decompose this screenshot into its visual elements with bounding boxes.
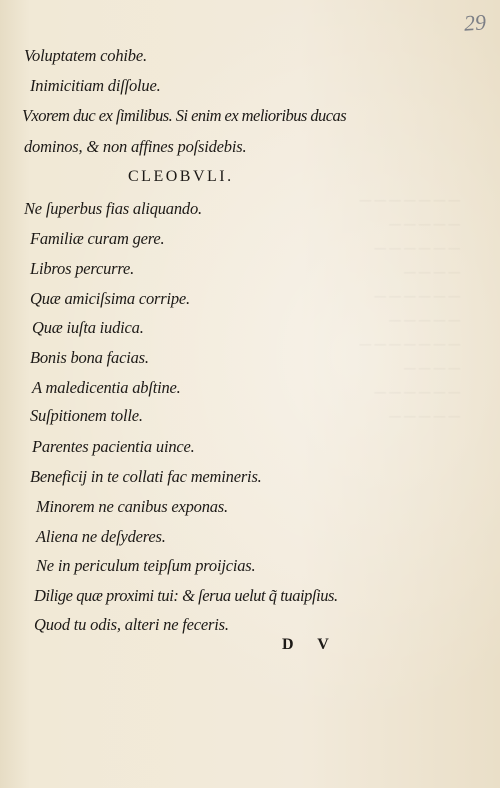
text-line: A maledicentia abſtine. xyxy=(32,378,181,397)
text-line: Beneficij in te collati fac memineris. xyxy=(30,467,262,486)
text-line: Libros percurre. xyxy=(30,259,135,278)
text-line: Suſpitionem tolle. xyxy=(30,406,143,425)
text-line: dominos, & non affines poſsidebis. xyxy=(24,137,247,156)
text-line: Quæ amiciſsima corripe. xyxy=(30,289,190,308)
show-through-text: — — — — — — — — — — — — — — — — — — — — — — — — — — — — — — — — — — — — — — — — — — — — — — — — — — — — — — — xyxy=(359,192,460,423)
text-line: Minorem ne canibus exponas. xyxy=(36,497,228,516)
text-line: Quod tu odis, alteri ne feceris. xyxy=(34,615,229,634)
text-line: Ne in periculum teipſum proijcias. xyxy=(36,556,256,575)
section-heading: CLEOBVLI. xyxy=(128,168,234,185)
text-line: Aliena ne deſyderes. xyxy=(36,527,166,546)
text-line: Dilige quæ proximi tui: & ſerua uelut q̃ tuaipſius. xyxy=(34,586,338,605)
text-line: Inimicitiam diſſolue. xyxy=(30,76,161,95)
text-line: Familiæ curam gere. xyxy=(30,229,165,248)
page-number: 29 xyxy=(463,9,487,36)
catchword: D V xyxy=(282,636,339,653)
text-line: Ne ſuperbus fias aliquando. xyxy=(24,199,202,218)
text-line: Quæ iuſta iudica. xyxy=(32,318,144,337)
text-line: Voluptatem cohibe. xyxy=(24,46,147,65)
text-line: Bonis bona facias. xyxy=(30,348,149,367)
text-line: Parentes pacientia uince. xyxy=(32,437,195,456)
text-line: Vxorem duc ex ſimilibus. Si enim ex melioribus ducas xyxy=(22,106,347,125)
